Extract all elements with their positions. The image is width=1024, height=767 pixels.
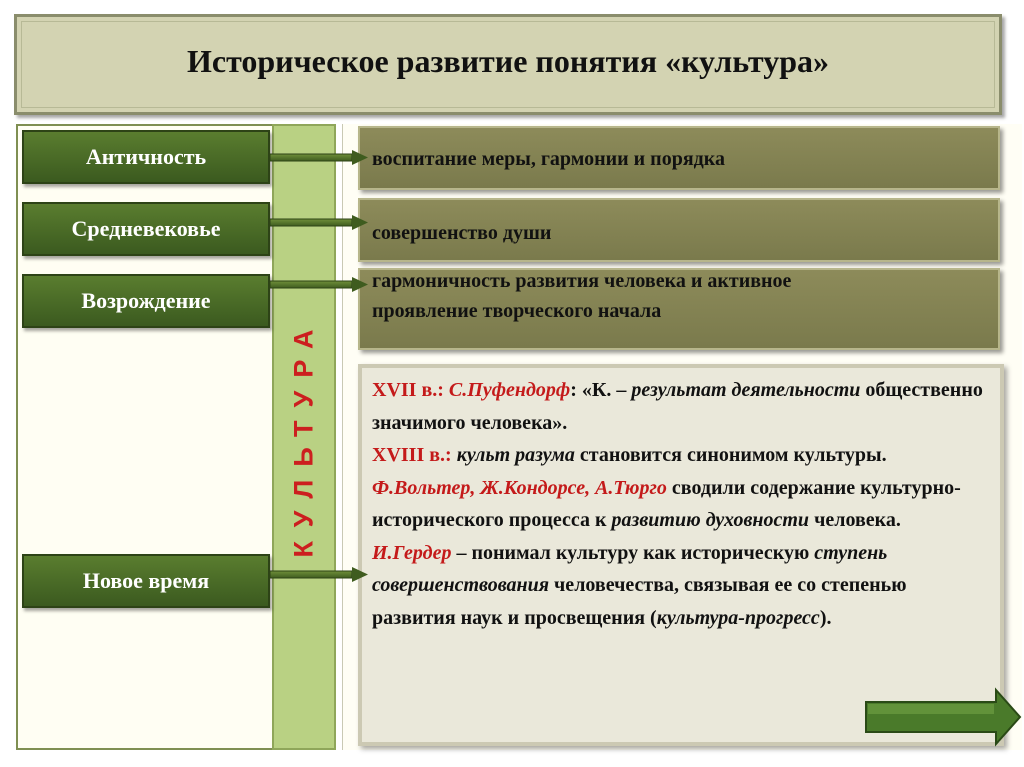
culture-progress: культура-прогресс xyxy=(656,606,820,629)
century-17: XVII в.: xyxy=(372,379,444,401)
arrow-right-icon[interactable] xyxy=(866,690,1020,744)
meaning-middle-ages-text: совершенство души xyxy=(372,222,552,244)
era-modern: Новое время xyxy=(22,554,270,608)
author-herder: И.Гердер xyxy=(372,541,452,564)
herder-rest: человечества, связывая ее со степенью развития наук и просвещения xyxy=(372,574,907,629)
connector-arrow-middle-ages xyxy=(270,215,368,230)
quote-open: «К. – xyxy=(581,379,627,401)
author-pufendorf: С.Пуфендорф xyxy=(448,379,571,401)
era-renaissance: Возрождение xyxy=(22,274,270,328)
century-18: XVIII в.: xyxy=(372,444,452,466)
reason-rest: становится синонимом культуры. xyxy=(579,444,887,466)
spirituality-development: развитию духовности xyxy=(611,509,810,531)
authors-enlighteners: Ф.Вольтер, Ж.Кондорсе, А.Тюрго xyxy=(372,476,667,499)
meaning-renaissance-line-1: гармоничность развития человека и активное xyxy=(372,270,792,292)
paren-open: ( xyxy=(650,606,657,629)
connector-arrow-antiquity xyxy=(270,150,368,165)
connector-arrow-modern xyxy=(270,567,368,582)
meaning-antiquity-text: воспитание меры, гармонии и порядка xyxy=(372,148,725,170)
cult-of-reason: культ разума xyxy=(456,444,575,466)
meaning-renaissance-line-2: проявление творческого начала xyxy=(372,300,662,322)
era-antiquity: Античность xyxy=(22,130,270,184)
page-title: Историческое развитие понятия «культура» xyxy=(186,43,829,79)
culture-strip-label: КУЛЬТУРА xyxy=(288,316,319,558)
enlighteners-mid: сводили содержание культурно-исторического процесса к xyxy=(372,476,961,531)
enlighteners-end: человека. xyxy=(814,509,901,531)
stage-of-perfection: ступень совершенствования xyxy=(372,541,888,596)
herder-mid: – понимал культуру как историческую xyxy=(456,541,810,564)
paren-close: ). xyxy=(819,606,832,629)
era-middle-ages: Средневековье xyxy=(22,202,270,256)
colon: : xyxy=(570,379,577,401)
quote-rest: общественно значимого человека». xyxy=(372,379,983,434)
quote-italic: результат деятельности xyxy=(631,379,861,401)
connector-arrow-renaissance xyxy=(270,277,368,292)
